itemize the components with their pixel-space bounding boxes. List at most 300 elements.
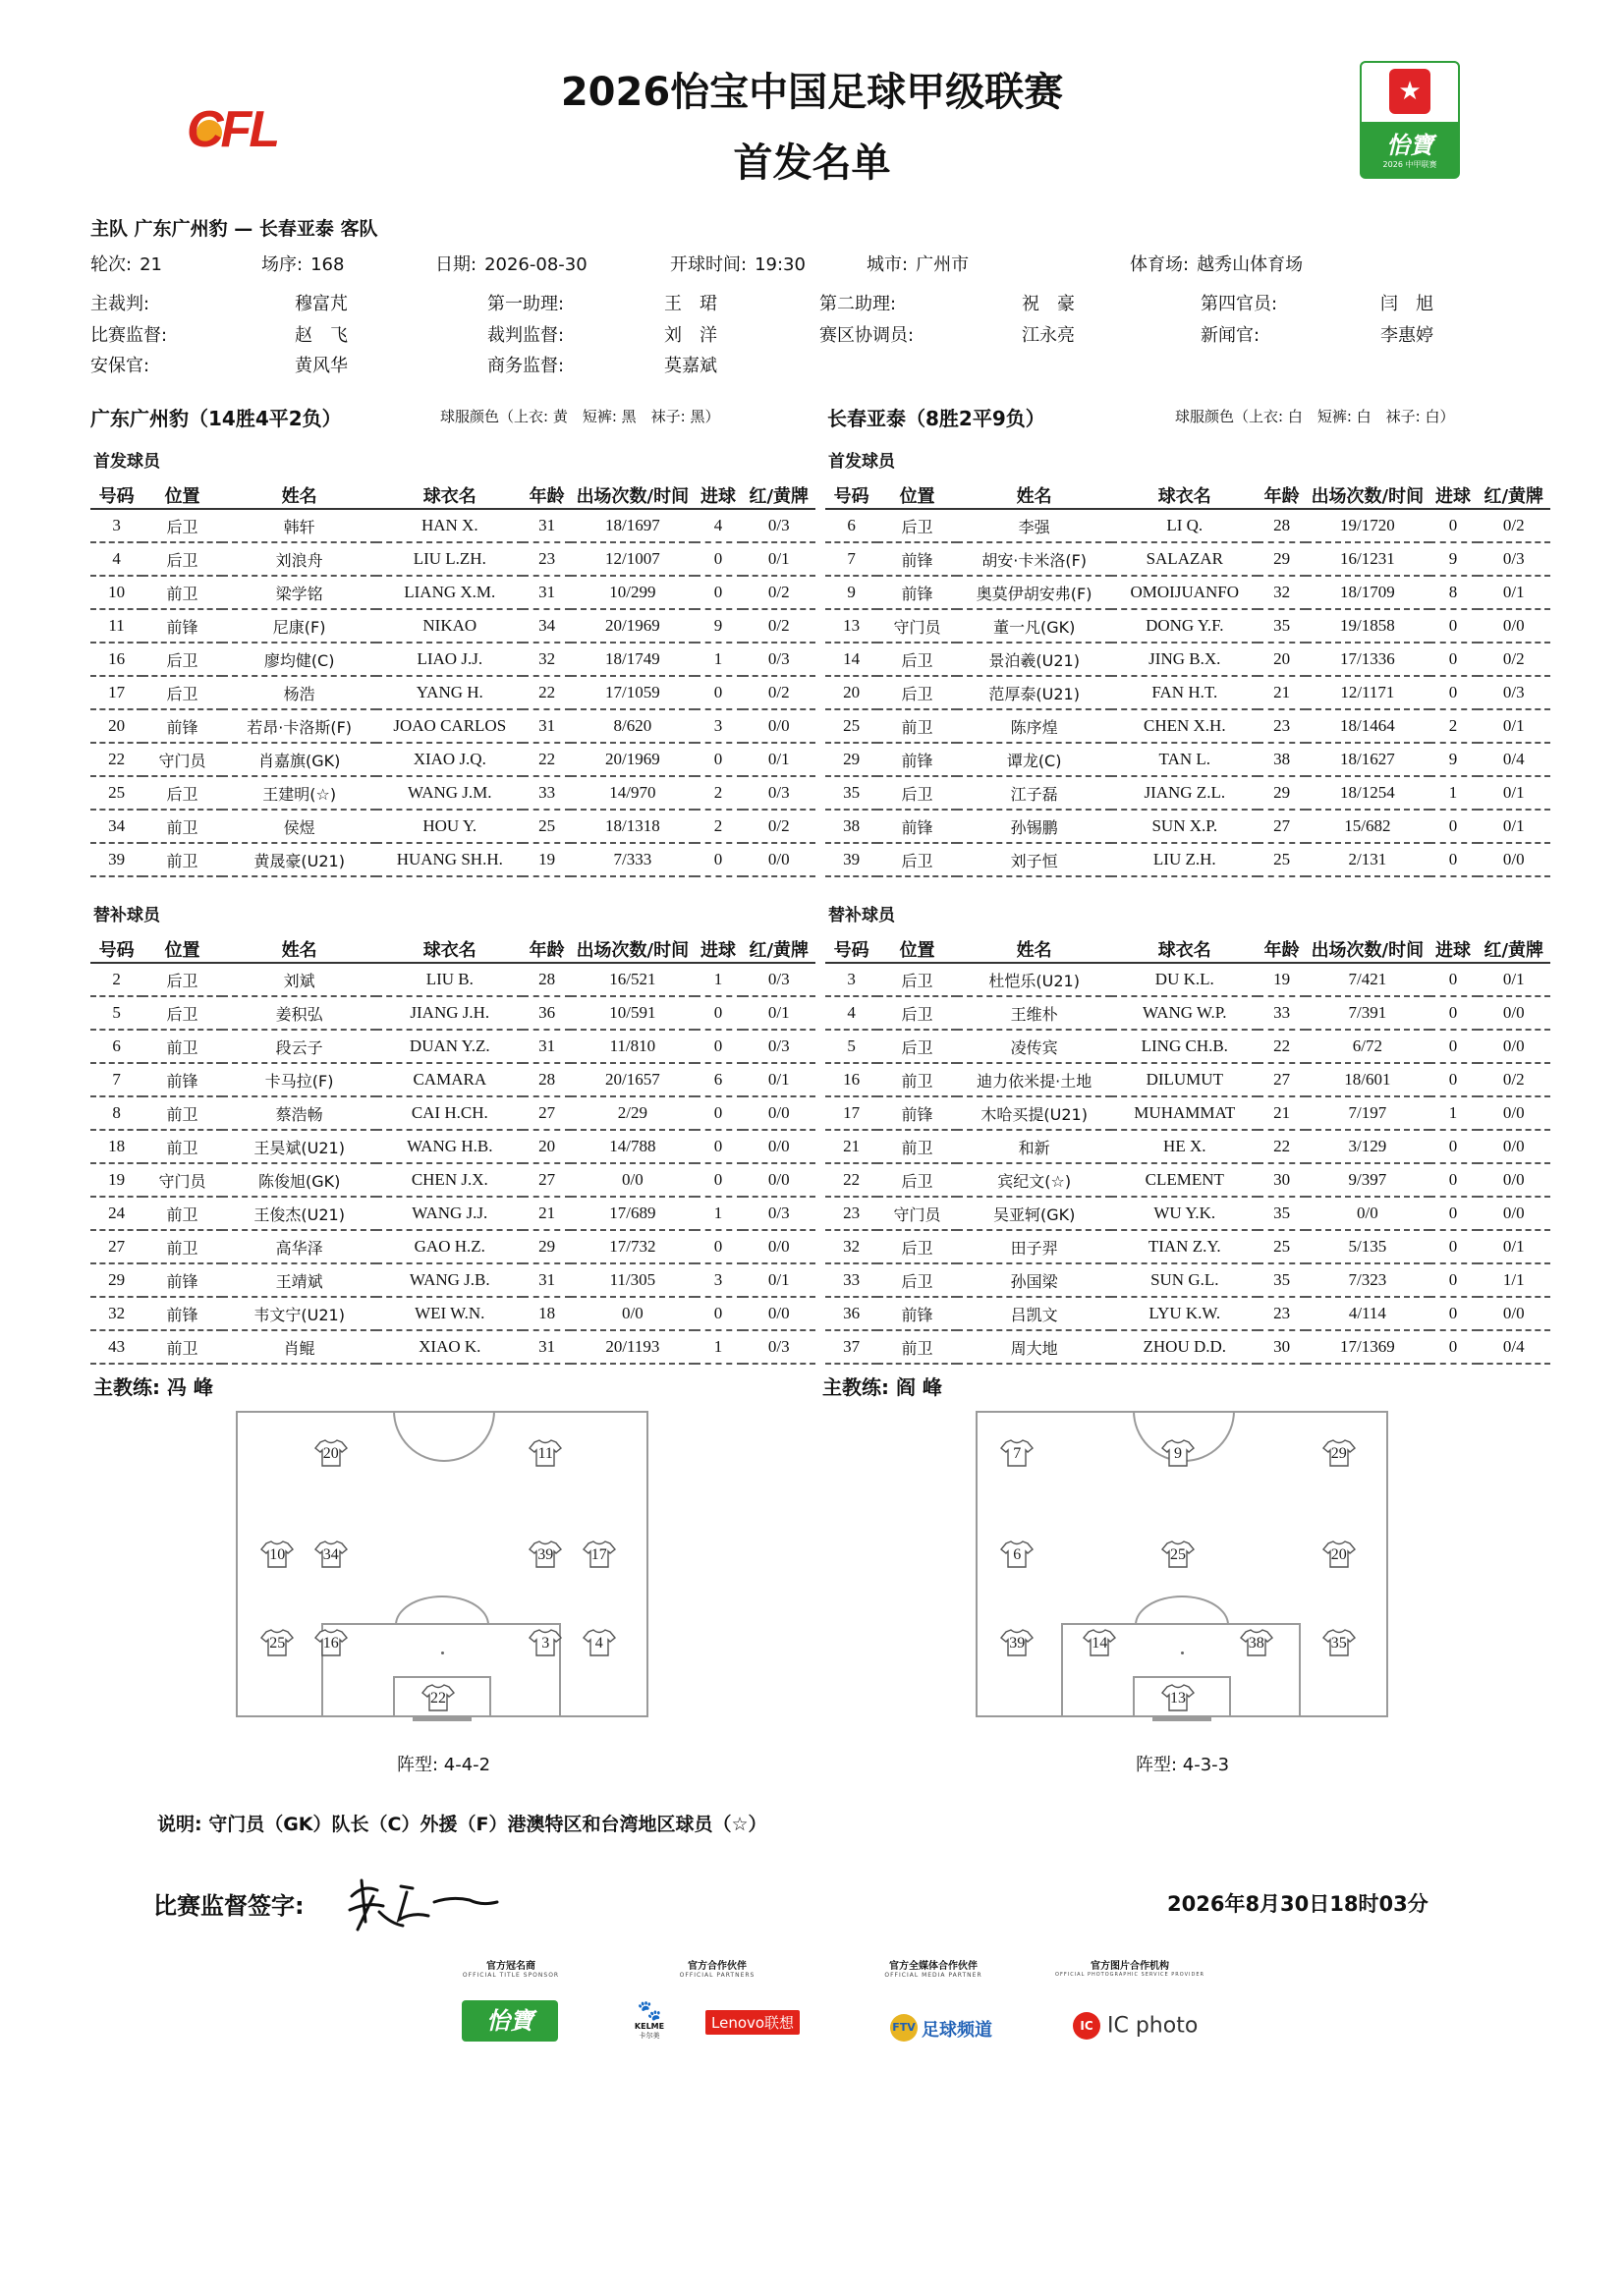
col-age: 21	[1258, 1096, 1306, 1130]
col-goals: 9	[1429, 542, 1478, 576]
col-age: 22	[1258, 1030, 1306, 1063]
col-name: 韦文宁(U21)	[222, 1297, 376, 1330]
col-position: 后卫	[877, 643, 957, 676]
legend-note: 说明: 守门员（GK）队长（C）外援（F）港澳特区和台湾地区球员（☆）	[157, 1814, 767, 1835]
table-row	[90, 1030, 815, 1063]
match-info-value: 21	[140, 254, 162, 275]
col-number: 4	[825, 996, 877, 1030]
player-shirt-icon	[1322, 1438, 1356, 1468]
official-role: 第一助理:	[487, 294, 565, 314]
table-row	[825, 709, 1550, 743]
official-name: 穆富芃	[295, 294, 348, 314]
col-goals-header: 进球	[1429, 481, 1478, 509]
table-header-row	[825, 481, 1550, 509]
table-row	[90, 576, 815, 609]
home-lineup-pitch	[236, 1411, 648, 1717]
col-shirt-name: HE X.	[1111, 1130, 1258, 1163]
player-shirt-number: 6	[1013, 1545, 1022, 1563]
col-position-header: 位置	[877, 935, 957, 963]
col-cards: 0/3	[1478, 676, 1551, 709]
col-name-header: 姓名	[957, 481, 1111, 509]
col-number: 17	[90, 676, 142, 709]
col-cards: 0/0	[1478, 843, 1551, 876]
col-shirt-name: MUHAMMAT	[1111, 1096, 1258, 1130]
col-goals: 0	[695, 1163, 743, 1197]
col-shirt-name: NIKAO	[376, 609, 523, 643]
col-cards: 0/2	[1478, 1063, 1551, 1096]
col-position-header: 位置	[877, 481, 957, 509]
col-age-header: 年龄	[523, 481, 571, 509]
col-age: 28	[523, 963, 571, 996]
col-number: 3	[90, 509, 142, 542]
col-shirt-name: LIU L.ZH.	[376, 542, 523, 576]
col-age: 31	[523, 509, 571, 542]
col-number: 32	[90, 1297, 142, 1330]
col-name: 周大地	[957, 1330, 1111, 1364]
col-cards: 0/1	[743, 542, 816, 576]
col-appearances-header: 出场次数/时间	[1306, 935, 1428, 963]
player-shirt-icon	[1161, 1438, 1195, 1468]
col-number: 5	[825, 1030, 877, 1063]
table-row	[825, 1297, 1550, 1330]
official-name: 江永亮	[1022, 325, 1075, 346]
col-appearances: 11/810	[571, 1030, 694, 1063]
col-number: 22	[90, 743, 142, 776]
col-shirt-name: DONG Y.F.	[1111, 609, 1258, 643]
table-row	[825, 1230, 1550, 1263]
col-number: 25	[825, 709, 877, 743]
col-shirt-name: HOU Y.	[376, 810, 523, 843]
col-number: 18	[90, 1130, 142, 1163]
match-info-label: 开球时间:	[670, 254, 748, 275]
col-age: 23	[523, 542, 571, 576]
col-age: 32	[523, 643, 571, 676]
col-name: 韩轩	[222, 509, 376, 542]
col-age: 35	[1258, 1263, 1306, 1297]
away-lineup-pitch	[976, 1411, 1388, 1717]
col-shirt-name: LIU Z.H.	[1111, 843, 1258, 876]
col-age: 35	[1258, 609, 1306, 643]
col-appearances: 14/788	[571, 1130, 694, 1163]
home-subs-table	[90, 935, 815, 1365]
kelme-logo: 🐾 KELME 卡尔美	[623, 1998, 676, 2041]
col-position: 前锋	[142, 709, 222, 743]
col-number: 11	[90, 609, 142, 643]
col-shirt-name-header: 球衣名	[376, 481, 523, 509]
col-cards-header: 红/黄牌	[743, 481, 816, 509]
col-shirt-name: TAN L.	[1111, 743, 1258, 776]
col-name: 董一凡(GK)	[957, 609, 1111, 643]
col-age: 33	[523, 776, 571, 810]
official-role: 主裁判:	[90, 294, 150, 314]
col-position: 守门员	[142, 743, 222, 776]
col-cards: 0/2	[743, 609, 816, 643]
col-goals: 0	[695, 1297, 743, 1330]
table-row	[90, 1197, 815, 1230]
col-name: 宾纪文(☆)	[957, 1163, 1111, 1197]
signature-label: 比赛监督签字:	[153, 1892, 305, 1920]
player-shirt-icon	[260, 1540, 294, 1569]
col-name: 梁学铭	[222, 576, 376, 609]
col-position: 后卫	[877, 843, 957, 876]
col-position: 后卫	[142, 542, 222, 576]
col-shirt-name: GAO H.Z.	[376, 1230, 523, 1263]
col-goals: 0	[695, 843, 743, 876]
col-shirt-name: OMOIJUANFO	[1111, 576, 1258, 609]
col-age: 21	[1258, 676, 1306, 709]
col-shirt-name: DUAN Y.Z.	[376, 1030, 523, 1063]
table-row	[825, 843, 1550, 876]
col-number: 34	[90, 810, 142, 843]
col-appearances: 0/0	[571, 1297, 694, 1330]
col-cards-header: 红/黄牌	[1478, 481, 1551, 509]
match-info-value: 2026-08-30	[484, 254, 588, 275]
away-coach: 主教练: 阎 峰	[822, 1375, 942, 1399]
col-name: 李强	[957, 509, 1111, 542]
table-row	[90, 709, 815, 743]
col-position: 前卫	[142, 1230, 222, 1263]
col-number: 24	[90, 1197, 142, 1230]
col-name-header: 姓名	[222, 481, 376, 509]
col-number: 21	[825, 1130, 877, 1163]
col-position: 后卫	[877, 776, 957, 810]
player-shirt-icon	[583, 1628, 616, 1657]
col-position: 前卫	[142, 1330, 222, 1364]
col-position: 前锋	[877, 576, 957, 609]
col-appearances: 18/1749	[571, 643, 694, 676]
table-row	[825, 743, 1550, 776]
col-name: 孙锡鹏	[957, 810, 1111, 843]
col-cards: 0/4	[1478, 743, 1551, 776]
col-goals: 0	[695, 1096, 743, 1130]
home-subs-label: 替补球员	[93, 906, 160, 925]
col-shirt-name: FAN H.T.	[1111, 676, 1258, 709]
away-team-title: 长春亚泰（8胜2平9负）	[827, 407, 1045, 430]
official-name: 闫 旭	[1380, 294, 1433, 314]
col-number: 25	[90, 776, 142, 810]
player-shirt-number: 4	[594, 1635, 603, 1652]
col-number: 2	[90, 963, 142, 996]
col-appearances: 8/620	[571, 709, 694, 743]
player-shirt-number: 9	[1174, 1444, 1182, 1462]
col-goals: 0	[695, 1230, 743, 1263]
col-name: 刘斌	[222, 963, 376, 996]
table-header-row	[90, 935, 815, 963]
col-position: 前锋	[142, 609, 222, 643]
col-goals: 1	[695, 643, 743, 676]
col-name: 王靖斌	[222, 1263, 376, 1297]
col-name: 木哈买提(U21)	[957, 1096, 1111, 1130]
table-row	[825, 1163, 1550, 1197]
col-position: 后卫	[142, 776, 222, 810]
col-cards: 0/2	[1478, 509, 1551, 542]
col-shirt-name: WANG J.M.	[376, 776, 523, 810]
col-cards: 0/0	[743, 1130, 816, 1163]
col-goals-header: 进球	[695, 935, 743, 963]
match-info-item	[1130, 251, 1303, 276]
col-cards: 0/2	[743, 576, 816, 609]
table-row	[90, 743, 815, 776]
col-goals: 0	[695, 1030, 743, 1063]
col-position: 前锋	[142, 1063, 222, 1096]
col-name: 田子羿	[957, 1230, 1111, 1263]
col-name: 王建明(☆)	[222, 776, 376, 810]
col-age: 28	[523, 1063, 571, 1096]
player-shirt-number: 7	[1013, 1444, 1022, 1462]
col-name: 杨浩	[222, 676, 376, 709]
table-row	[825, 1030, 1550, 1063]
col-shirt-name: ZHOU D.D.	[1111, 1330, 1258, 1364]
col-cards: 0/3	[743, 509, 816, 542]
col-name: 卡马拉(F)	[222, 1063, 376, 1096]
col-shirt-name: TIAN Z.Y.	[1111, 1230, 1258, 1263]
col-goals-header: 进球	[1429, 935, 1478, 963]
col-position: 前卫	[142, 843, 222, 876]
col-name: 陈俊旭(GK)	[222, 1163, 376, 1197]
col-position: 前卫	[877, 709, 957, 743]
match-info-label: 日期:	[435, 254, 477, 275]
col-goals: 1	[1429, 1096, 1478, 1130]
table-row	[825, 1330, 1550, 1364]
col-number-header: 号码	[90, 481, 142, 509]
col-cards: 0/1	[743, 996, 816, 1030]
table-row	[90, 776, 815, 810]
table-row	[825, 542, 1550, 576]
col-cards: 0/3	[743, 776, 816, 810]
col-cards: 0/3	[743, 643, 816, 676]
col-goals: 0	[1429, 810, 1478, 843]
col-position-header: 位置	[142, 481, 222, 509]
col-position: 前锋	[142, 1297, 222, 1330]
col-age: 27	[523, 1163, 571, 1197]
official-role: 比赛监督:	[90, 325, 168, 346]
player-shirt-icon	[421, 1683, 455, 1712]
col-appearances: 10/299	[571, 576, 694, 609]
col-goals: 0	[1429, 1130, 1478, 1163]
col-number: 23	[825, 1197, 877, 1230]
col-appearances: 17/1059	[571, 676, 694, 709]
home-coach: 主教练: 冯 峰	[93, 1375, 213, 1399]
col-shirt-name: LIANG X.M.	[376, 576, 523, 609]
col-number: 37	[825, 1330, 877, 1364]
player-shirt-number: 13	[1170, 1690, 1186, 1708]
col-name: 王俊杰(U21)	[222, 1197, 376, 1230]
table-row	[90, 963, 815, 996]
col-appearances: 20/1193	[571, 1330, 694, 1364]
col-cards: 0/0	[1478, 1163, 1551, 1197]
col-appearances: 0/0	[1306, 1197, 1428, 1230]
player-shirt-icon	[1240, 1628, 1273, 1657]
col-number: 39	[825, 843, 877, 876]
sponsor-photo: 官方图片合作机构 OFFICIAL PHOTOGRAPHIC SERVICE PROVIDER	[1055, 1961, 1204, 1978]
col-appearances: 4/114	[1306, 1297, 1428, 1330]
col-shirt-name: LYU K.W.	[1111, 1297, 1258, 1330]
col-number: 35	[825, 776, 877, 810]
col-age: 38	[1258, 743, 1306, 776]
player-shirt-number: 25	[1170, 1545, 1186, 1563]
official-role: 安保官:	[90, 356, 150, 376]
col-position: 后卫	[877, 1030, 957, 1063]
col-appearances: 14/970	[571, 776, 694, 810]
col-position: 前卫	[877, 1063, 957, 1096]
col-position: 后卫	[877, 1230, 957, 1263]
col-number: 16	[90, 643, 142, 676]
col-position-header: 位置	[142, 935, 222, 963]
col-appearances-header: 出场次数/时间	[571, 935, 694, 963]
col-appearances: 7/323	[1306, 1263, 1428, 1297]
page-subtitle: 首发名单	[733, 140, 891, 186]
col-appearances: 2/29	[571, 1096, 694, 1130]
col-name: 孙国梁	[957, 1263, 1111, 1297]
col-name: 廖均健(C)	[222, 643, 376, 676]
sponsor-title: 官方冠名商 OFFICIAL TITLE SPONSOR	[462, 1961, 560, 1979]
col-age: 25	[523, 810, 571, 843]
handwritten-signature	[344, 1867, 501, 1937]
player-shirt-icon	[583, 1540, 616, 1569]
col-number: 6	[825, 509, 877, 542]
col-goals: 0	[1429, 1197, 1478, 1230]
home-formation: 阵型: 4-4-2	[397, 1755, 491, 1775]
col-appearances: 3/129	[1306, 1130, 1428, 1163]
col-position: 守门员	[877, 609, 957, 643]
col-cards: 0/3	[743, 963, 816, 996]
col-age-header: 年龄	[1258, 935, 1306, 963]
away-starters-label: 首发球员	[828, 452, 895, 472]
col-name: 江子磊	[957, 776, 1111, 810]
player-shirt-icon	[314, 1628, 348, 1657]
home-starters-table	[90, 481, 815, 877]
col-number: 29	[825, 743, 877, 776]
col-name: 刘子恒	[957, 843, 1111, 876]
col-shirt-name: HUANG SH.H.	[376, 843, 523, 876]
col-number-header: 号码	[825, 481, 877, 509]
table-row	[90, 1297, 815, 1330]
col-position: 后卫	[877, 1163, 957, 1197]
col-goals: 0	[1429, 843, 1478, 876]
table-row	[90, 609, 815, 643]
col-shirt-name: CAMARA	[376, 1063, 523, 1096]
table-row	[90, 1096, 815, 1130]
match-info-item	[867, 251, 969, 276]
col-appearances: 20/1969	[571, 743, 694, 776]
col-age: 20	[523, 1130, 571, 1163]
player-shirt-icon	[1000, 1628, 1034, 1657]
col-goals: 2	[1429, 709, 1478, 743]
col-number: 10	[90, 576, 142, 609]
col-name: 黄晟豪(U21)	[222, 843, 376, 876]
away-kit-colors: 球服颜色（上衣: 白 短裤: 白 袜子: 白）	[1175, 408, 1455, 425]
col-number: 8	[90, 1096, 142, 1130]
table-row	[825, 996, 1550, 1030]
col-position: 后卫	[142, 996, 222, 1030]
football-channel-icon: FTV	[890, 2014, 918, 2042]
col-goals: 9	[1429, 743, 1478, 776]
col-name: 姜积弘	[222, 996, 376, 1030]
col-number: 3	[825, 963, 877, 996]
col-goals: 6	[695, 1063, 743, 1096]
col-number: 14	[825, 643, 877, 676]
official-role: 裁判监督:	[487, 325, 565, 346]
player-shirt-icon	[260, 1628, 294, 1657]
match-info-value: 19:30	[755, 254, 806, 275]
match-info-label: 轮次:	[90, 254, 133, 275]
col-name: 范厚泰(U21)	[957, 676, 1111, 709]
player-shirt-icon	[1161, 1683, 1195, 1712]
col-number: 4	[90, 542, 142, 576]
col-age: 25	[1258, 1230, 1306, 1263]
col-position: 守门员	[142, 1163, 222, 1197]
col-shirt-name: JOAO CARLOS	[376, 709, 523, 743]
table-row	[825, 509, 1550, 542]
col-age-header: 年龄	[523, 935, 571, 963]
col-number: 7	[825, 542, 877, 576]
col-number: 22	[825, 1163, 877, 1197]
player-shirt-number: 20	[322, 1444, 339, 1462]
player-shirt-number: 34	[322, 1545, 339, 1563]
player-shirt-number: 35	[1330, 1635, 1347, 1652]
home-kit-colors: 球服颜色（上衣: 黄 短裤: 黑 袜子: 黑）	[440, 408, 720, 425]
col-cards: 0/0	[1478, 1297, 1551, 1330]
away-subs-label: 替补球员	[828, 906, 895, 925]
col-appearances: 17/732	[571, 1230, 694, 1263]
paw-icon: 🐾	[637, 1998, 662, 2022]
col-appearances: 19/1858	[1306, 609, 1428, 643]
col-goals: 1	[695, 963, 743, 996]
col-cards: 0/1	[1478, 576, 1551, 609]
table-row	[90, 1230, 815, 1263]
col-age: 31	[523, 709, 571, 743]
col-goals: 9	[695, 609, 743, 643]
col-age: 29	[1258, 542, 1306, 576]
star-icon: ★	[1389, 69, 1430, 114]
col-appearances: 16/521	[571, 963, 694, 996]
col-cards: 0/0	[743, 1096, 816, 1130]
col-number: 20	[825, 676, 877, 709]
col-appearances: 18/1697	[571, 509, 694, 542]
match-info-item	[90, 251, 162, 276]
col-age: 35	[1258, 1197, 1306, 1230]
col-shirt-name-header: 球衣名	[1111, 935, 1258, 963]
table-row	[90, 542, 815, 576]
table-row	[825, 1130, 1550, 1163]
player-shirt-icon	[529, 1540, 562, 1569]
table-row	[825, 1263, 1550, 1297]
col-goals: 0	[695, 676, 743, 709]
col-goals: 0	[1429, 1030, 1478, 1063]
col-number: 33	[825, 1263, 877, 1297]
player-shirt-number: 11	[537, 1444, 553, 1462]
col-number: 20	[90, 709, 142, 743]
col-goals: 0	[1429, 676, 1478, 709]
col-shirt-name: LING CH.B.	[1111, 1030, 1258, 1063]
col-cards-header: 红/黄牌	[1478, 935, 1551, 963]
col-name: 王维朴	[957, 996, 1111, 1030]
col-appearances: 18/1464	[1306, 709, 1428, 743]
player-shirt-number: 25	[269, 1635, 286, 1652]
yibao-logo: 怡寶	[462, 2000, 558, 2042]
col-position: 后卫	[877, 996, 957, 1030]
col-shirt-name: WANG H.B.	[376, 1130, 523, 1163]
col-goals: 0	[1429, 643, 1478, 676]
col-name: 蔡浩畅	[222, 1096, 376, 1130]
player-shirt-icon	[1322, 1540, 1356, 1569]
col-appearances: 18/1318	[571, 810, 694, 843]
col-position: 前锋	[877, 542, 957, 576]
col-goals: 0	[1429, 1330, 1478, 1364]
col-age-header: 年龄	[1258, 481, 1306, 509]
col-name: 肖鲲	[222, 1330, 376, 1364]
table-row	[90, 1330, 815, 1364]
